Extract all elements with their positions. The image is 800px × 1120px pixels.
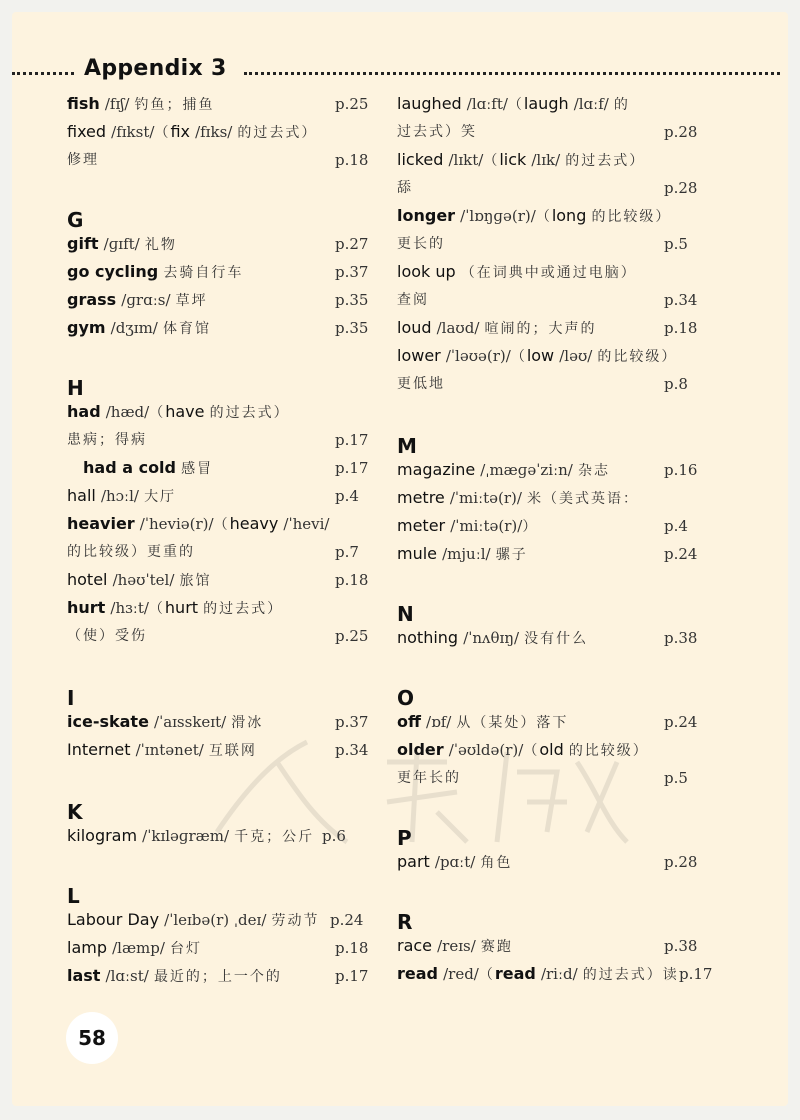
phonetic: /mjuːl/ <box>442 545 491 563</box>
base-word: have <box>165 402 205 421</box>
meaning-part: 的过去式） <box>203 601 284 617</box>
base-phonetic: /riːd/ <box>540 965 578 983</box>
page-ref: p.18 <box>664 319 698 337</box>
appendix-page <box>12 12 788 1106</box>
meaning: 修理 <box>67 152 99 168</box>
phonetic: /ˈɪntənet/ <box>135 741 204 759</box>
page-ref: p.5 <box>664 769 688 787</box>
meaning-part: 的比较级） <box>597 349 678 365</box>
page-ref: p.17 <box>335 459 369 477</box>
phonetic: /dʒɪm/ <box>110 319 158 337</box>
page-ref: p.24 <box>664 713 698 731</box>
page-ref: p.16 <box>664 461 698 479</box>
section-letter-i: I <box>67 686 75 710</box>
phonetic: /fɪkst/ <box>111 123 155 141</box>
phonetic: /hɜːt/ <box>110 599 149 617</box>
meaning: 骡子 <box>495 547 528 563</box>
section-letter-h: H <box>67 376 84 400</box>
meaning: 查阅 <box>397 292 429 308</box>
meaning-part: （在词典中或通过电脑） <box>460 265 637 281</box>
headword: race <box>397 936 433 955</box>
meaning-part: ） <box>522 519 539 535</box>
headword: look up <box>397 262 456 281</box>
section-letter-n: N <box>397 602 414 626</box>
phonetic: /hæd/ <box>105 403 150 421</box>
meaning: 过去式）笑 <box>397 124 477 140</box>
base-word: laugh <box>523 94 569 113</box>
base-word: lick <box>499 150 527 169</box>
meaning: （使）受伤 <box>67 628 147 644</box>
page-ref: p.37 <box>335 713 369 731</box>
meaning-part: 的过去式） <box>565 153 646 169</box>
meaning: 礼物 <box>144 237 177 253</box>
page-ref: p.24 <box>330 911 364 929</box>
headword: read <box>397 964 438 983</box>
headword: loud <box>397 318 432 337</box>
phonetic: /lɑːst/ <box>105 967 149 985</box>
headword: ice-skate <box>67 712 149 731</box>
section-letter-g: G <box>67 208 84 232</box>
page-ref: p.18 <box>335 571 369 589</box>
headword: had <box>67 402 101 421</box>
page-ref: p.5 <box>664 235 688 253</box>
meaning: 钓鱼；捕鱼 <box>134 97 215 113</box>
phonetic: /ɡrɑːs/ <box>121 291 171 309</box>
page-ref: p.34 <box>664 291 698 309</box>
meaning: 旅馆 <box>179 573 212 589</box>
page-ref: p.17 <box>335 431 369 449</box>
meaning: 赛跑 <box>480 939 513 955</box>
headword: heavier <box>67 514 135 533</box>
meaning-part: 的过去式） <box>209 405 290 421</box>
meaning-part: （ <box>535 209 552 225</box>
meaning-part: （ <box>507 97 524 113</box>
base-phonetic: /ˈhevi/ <box>283 515 330 533</box>
page-ref: p.28 <box>664 853 698 871</box>
page-ref: p.18 <box>335 151 369 169</box>
phonetic: /ˈləʊə(r)/ <box>445 347 511 365</box>
phonetic: /red/ <box>443 965 479 983</box>
phonetic: /lɑːft/ <box>466 95 508 113</box>
base-word: hurt <box>164 598 199 617</box>
phonetic: /lɪkt/ <box>448 151 484 169</box>
page-ref: p.17 <box>679 965 713 983</box>
meaning: 更低地 <box>397 376 445 392</box>
base-word: old <box>539 740 564 759</box>
meaning: 杂志 <box>577 463 610 479</box>
meaning: 患病；得病 <box>67 432 147 448</box>
headword: lower <box>397 346 441 365</box>
base-word: fix <box>170 122 190 141</box>
phonetic: /læmp/ <box>112 939 165 957</box>
meaning-part: 米（美式英语： <box>527 491 640 507</box>
phonetic: /hɔːl/ <box>100 487 139 505</box>
headword: hotel <box>67 570 108 589</box>
phonetic: /ˈəʊldə(r)/ <box>448 741 524 759</box>
section-letter-m: M <box>397 434 417 458</box>
meaning-part: 的比较级） <box>568 743 649 759</box>
phonetic: /ˈmiːtə(r)/ <box>449 489 522 507</box>
phonetic: /laʊd/ <box>436 319 480 337</box>
page-ref: p.38 <box>664 937 698 955</box>
page-ref: p.25 <box>335 95 369 113</box>
page-ref: p.6 <box>322 827 346 845</box>
base-phonetic: /fɪks/ <box>195 123 233 141</box>
phonetic: /ˈnʌθɪŋ/ <box>463 629 520 647</box>
headword: grass <box>67 290 117 309</box>
headword: fish <box>67 94 100 113</box>
page-ref: p.38 <box>664 629 698 647</box>
meaning-part: 的 <box>613 97 630 113</box>
base-phonetic: /lɑːf/ <box>573 95 609 113</box>
meaning-part: 的过去式） <box>237 125 318 141</box>
page-ref: p.27 <box>335 235 369 253</box>
phonetic: /reɪs/ <box>437 937 476 955</box>
headword: go cycling <box>67 262 159 281</box>
phonetic: /ɒf/ <box>426 713 452 731</box>
headword: part <box>397 852 430 871</box>
headword: mule <box>397 544 438 563</box>
variant-word: meter <box>397 516 446 535</box>
meaning-part: 的过去式）读 <box>582 967 679 983</box>
headword: gift <box>67 234 99 253</box>
headword: metre <box>397 488 445 507</box>
meaning-part: （ <box>523 743 540 759</box>
page-ref: p.34 <box>335 741 369 759</box>
meaning: 千克；公斤 <box>234 829 315 845</box>
section-letter-r: R <box>397 910 413 934</box>
headword: laughed <box>397 94 462 113</box>
meaning-part: （ <box>510 349 527 365</box>
phonetic: /həʊˈtel/ <box>112 571 175 589</box>
phonetic: /ˈheviə(r)/ <box>139 515 214 533</box>
page-number: 58 <box>66 1012 118 1064</box>
meaning: 体育馆 <box>162 321 211 337</box>
page-ref: p.28 <box>664 123 698 141</box>
header-dotted-rule-left <box>12 72 74 75</box>
meaning: 草坪 <box>175 293 208 309</box>
headword: longer <box>397 206 456 225</box>
meaning: 最近的；上一个的 <box>153 969 282 985</box>
page-ref: p.7 <box>335 543 359 561</box>
meaning: 大厅 <box>144 489 177 505</box>
meaning-part: （ <box>483 153 500 169</box>
headword: gym <box>67 318 106 337</box>
meaning: 去骑自行车 <box>163 265 244 281</box>
page-ref: p.37 <box>335 263 369 281</box>
headword: fixed <box>67 122 107 141</box>
meaning: 喧闹的；大声的 <box>484 321 597 337</box>
headword: licked <box>397 150 444 169</box>
headword: had a cold <box>83 458 176 477</box>
meaning: 台灯 <box>170 941 203 957</box>
page-ref: p.24 <box>664 545 698 563</box>
section-letter-p: P <box>397 826 412 850</box>
page-ref: p.17 <box>335 967 369 985</box>
base-word: read <box>494 964 536 983</box>
headword: hurt <box>67 598 106 617</box>
meaning-part: （ <box>154 125 171 141</box>
variant-phonetic: /ˈmiːtə(r)/ <box>450 517 523 535</box>
headword: lamp <box>67 938 107 957</box>
headword: nothing <box>397 628 459 647</box>
publisher-watermark-icon <box>197 732 647 852</box>
meaning: 从（某处）落下 <box>456 715 569 731</box>
header-dotted-rule-right <box>244 72 780 75</box>
phonetic: /fɪʃ/ <box>104 95 130 113</box>
meaning-part: （ <box>213 517 230 533</box>
headword: kilogram <box>67 826 138 845</box>
phonetic: /ˈkɪləɡræm/ <box>142 827 230 845</box>
meaning: 舔 <box>397 180 413 196</box>
meaning: 劳动节 <box>271 913 320 929</box>
meaning: 更年长的 <box>397 770 461 786</box>
page-ref: p.28 <box>664 179 698 197</box>
page-title: Appendix 3 <box>84 56 227 81</box>
base-word: heavy <box>229 514 279 533</box>
meaning: 滑冰 <box>231 715 264 731</box>
meaning: 互联网 <box>208 743 257 759</box>
headword: hall <box>67 486 96 505</box>
page-ref: p.8 <box>664 375 688 393</box>
headword: last <box>67 966 101 985</box>
section-letter-k: K <box>67 800 83 824</box>
meaning-part: （ <box>478 967 495 983</box>
meaning-part: （ <box>149 405 166 421</box>
meaning-part: 的比较级） <box>591 209 672 225</box>
meaning: 没有什么 <box>524 631 589 647</box>
section-letter-l: L <box>67 884 80 908</box>
headword: off <box>397 712 421 731</box>
page-ref: p.18 <box>335 939 369 957</box>
base-word: low <box>526 346 555 365</box>
meaning: 更长的 <box>397 236 445 252</box>
phonetic: /ˈaɪsskeɪt/ <box>154 713 227 731</box>
base-phonetic: /lɪk/ <box>531 151 561 169</box>
meaning: 角色 <box>480 855 513 871</box>
page-ref: p.35 <box>335 291 369 309</box>
page-ref: p.4 <box>335 487 359 505</box>
page-ref: p.25 <box>335 627 369 645</box>
base-word: long <box>551 206 587 225</box>
page-header <box>12 56 788 88</box>
phonetic: /ˈlɒŋɡə(r)/ <box>460 207 536 225</box>
meaning: 的比较级）更重的 <box>67 544 195 560</box>
phonetic: /pɑːt/ <box>434 853 476 871</box>
section-letter-o: O <box>397 686 415 710</box>
page-ref: p.4 <box>664 517 688 535</box>
phonetic: /ˈleɪbə(r) ˌdeɪ/ <box>164 911 267 929</box>
headword: Labour Day <box>67 910 160 929</box>
meaning-part: （ <box>148 601 165 617</box>
base-phonetic: /ləʊ/ <box>559 347 593 365</box>
headword: older <box>397 740 444 759</box>
headword: magazine <box>397 460 476 479</box>
meaning: 感冒 <box>181 461 214 477</box>
headword: Internet <box>67 740 131 759</box>
phonetic: /ɡɪft/ <box>103 235 140 253</box>
page-ref: p.35 <box>335 319 369 337</box>
phonetic: /ˌmæɡəˈziːn/ <box>480 461 573 479</box>
